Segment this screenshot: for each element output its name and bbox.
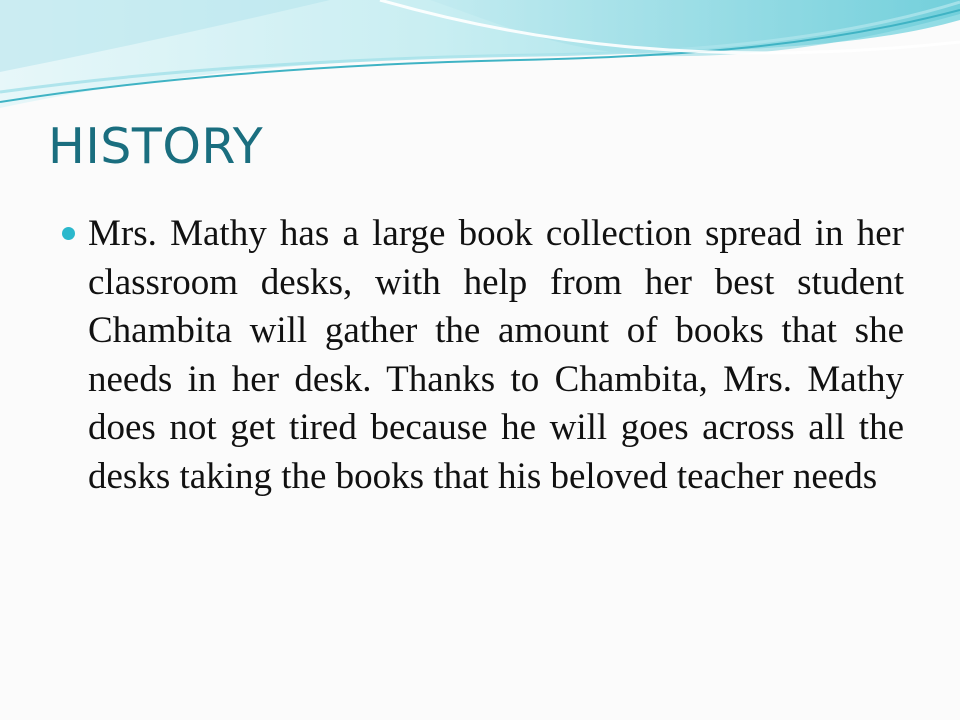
bullet-list xyxy=(62,210,904,501)
bullet-dot-icon xyxy=(62,227,75,240)
bullet-item xyxy=(62,210,904,501)
slide-title: HISTORY xyxy=(48,118,264,175)
header-wave-decoration xyxy=(0,0,960,120)
bullet-text: Mrs. Mathy has a large book collection spread in her classroom desks, with help from her best student Chambita will gather the amount of books that she needs in her desk. Thanks to Chambita, Mrs. Mathy does not get tired because he will goes across all the desks taking the books that his beloved teacher needs xyxy=(88,213,904,497)
